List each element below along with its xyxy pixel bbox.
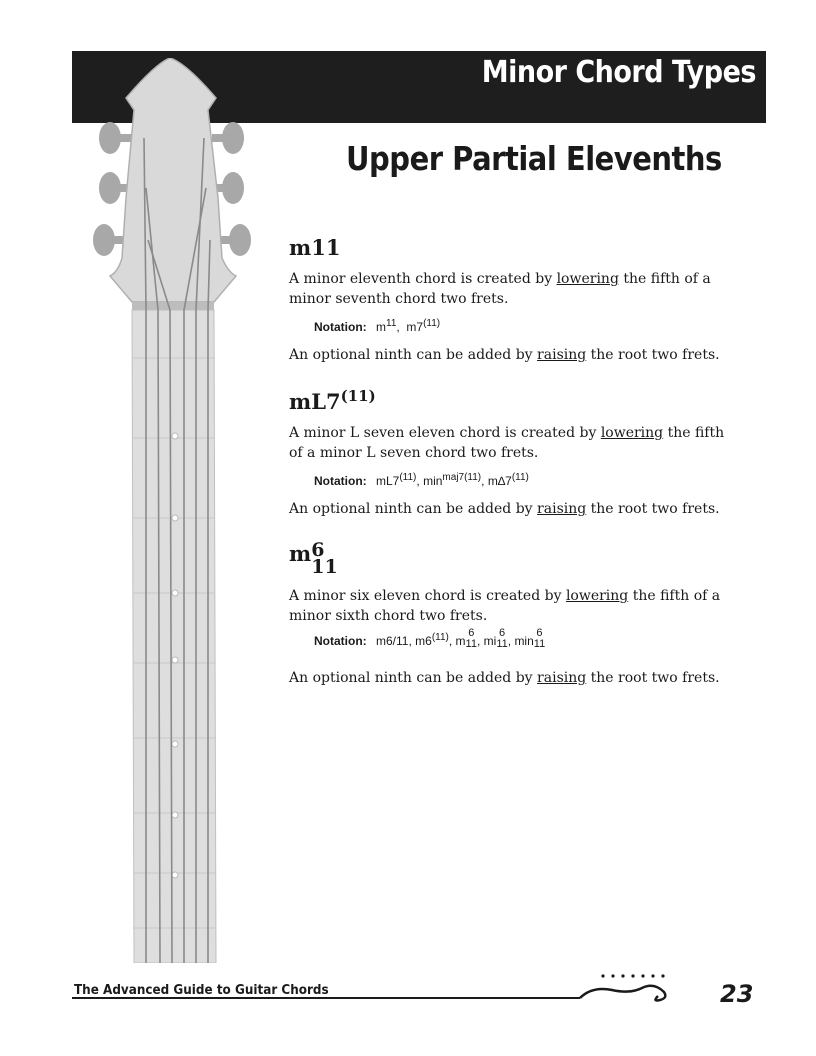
- guitar-neck-illustration: [86, 58, 266, 963]
- chord-block-ml7-11: [289, 388, 734, 519]
- chord-block-m6-11: [289, 539, 734, 688]
- chord-description: A minor L seven eleven chord is created by lowering the fifth of a minor L seven chord two frets.: [289, 425, 725, 462]
- chord-optional: An optional ninth can be added by raising the root two frets.: [289, 501, 720, 518]
- page-number: 23: [720, 980, 754, 1008]
- header-title: Minor Chord Types: [481, 55, 756, 90]
- chord-content: [289, 236, 734, 711]
- chord-notation: Notation: m6/11, m6$^{(11)}$, m 6 11 , mi 6 11 , min 6 11: [314, 627, 546, 651]
- chord-heading: m 6 11: [289, 539, 338, 579]
- footer-book-title: The Advanced Guide to Guitar Chords: [74, 982, 329, 998]
- chord-optional: An optional ninth can be added by raising the root two frets.: [289, 670, 720, 687]
- chord-heading: m11: [289, 235, 341, 260]
- chord-heading: mL7$^{(11)}$: [289, 387, 376, 415]
- chord-description: A minor eleventh chord is created by lowering the fifth of a minor seventh chord two frets.: [289, 271, 711, 308]
- chord-description: A minor six eleven chord is created by lowering the fifth of a minor sixth chord two frets.: [289, 588, 721, 625]
- chord-block-m11: [289, 236, 734, 365]
- section-title: Upper Partial Elevenths: [346, 140, 722, 179]
- chord-notation: Notation: mL7$^{(11)}$, $\min^{maj7(11)}$, m∆7$^{(11)}$: [314, 472, 529, 489]
- chord-optional: An optional ninth can be added by raising the root two frets.: [289, 347, 720, 364]
- chord-notation: Notation: $m^{11}$, m7$^{(11)}$: [314, 318, 441, 335]
